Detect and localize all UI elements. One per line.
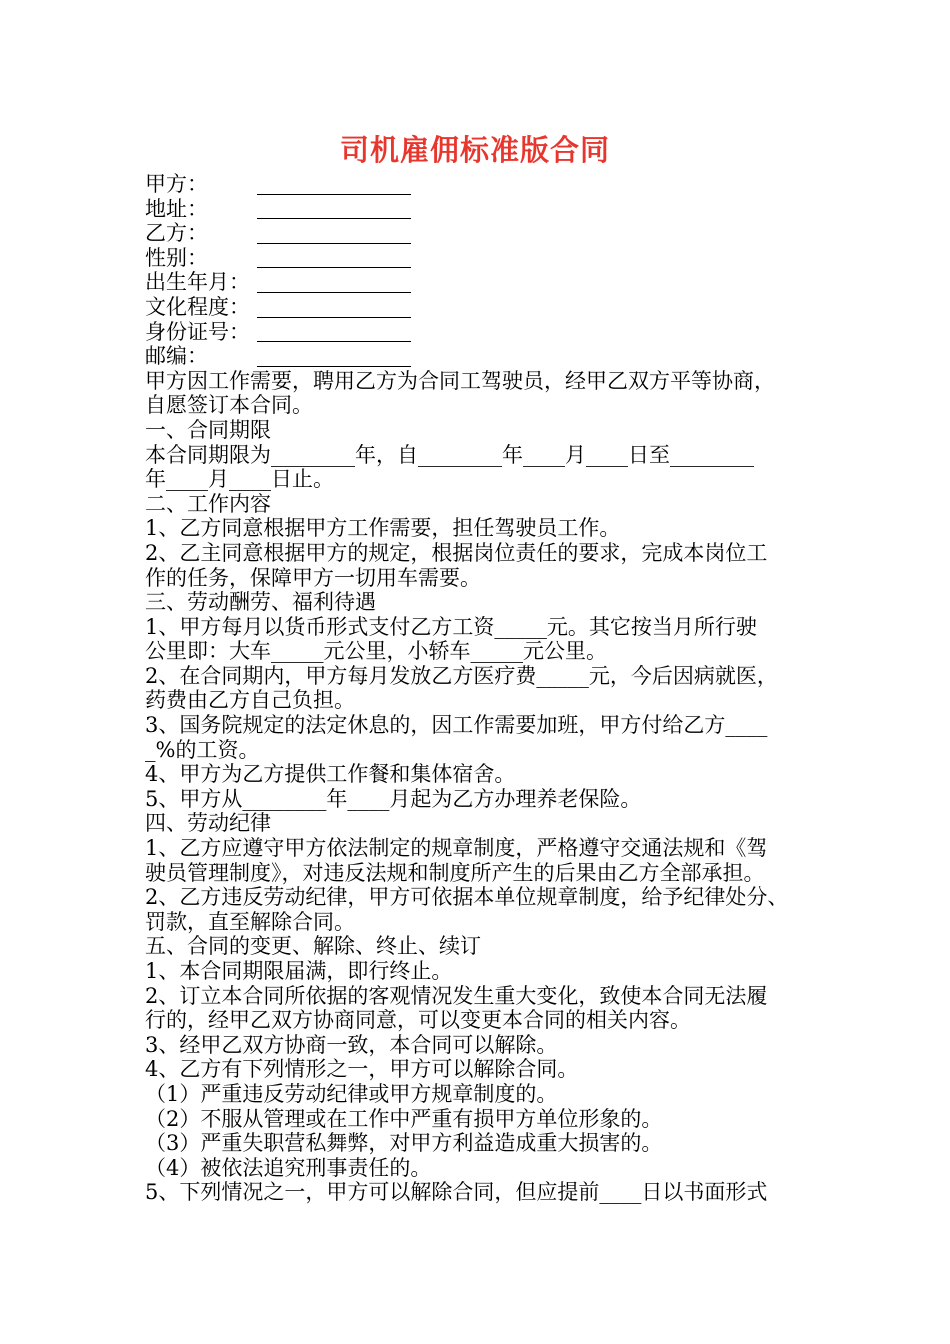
field-label: 邮编： — [145, 344, 208, 369]
field-blank — [257, 243, 411, 244]
field-label: 性别： — [145, 245, 208, 270]
body-line: 自愿签订本合同。 — [145, 393, 313, 418]
body-line: 公里即：大车_____元公里，小轿车_____元公里。 — [145, 639, 607, 664]
body-line: 2、乙主同意根据甲方的规定，根据岗位责任的要求，完成本岗位工 — [145, 540, 768, 565]
field-education — [145, 295, 815, 320]
body-line: 1、本合同期限届满，即行终止。 — [145, 959, 453, 983]
body-line: 1、乙方同意根据甲方工作需要，担任驾驶员工作。 — [145, 516, 621, 541]
field-label: 身份证号： — [145, 319, 250, 344]
list-item: （4）被依法追究刑事责任的。 — [145, 1155, 432, 1180]
body-line: 5、甲方从________年____月起为乙方办理养老保险。 — [145, 786, 642, 811]
section-heading: 二、工作内容 — [145, 491, 271, 516]
body-line: 3、国务院规定的法定休息的，因工作需要加班，甲方付给乙方____ — [145, 713, 768, 738]
list-item: （3）严重失职营私舞弊，对甲方利益造成重大损害的。 — [145, 1131, 663, 1156]
field-party-a — [145, 172, 815, 197]
field-blank — [257, 292, 411, 293]
section-heading: 五、合同的变更、解除、终止、续订 — [145, 934, 481, 959]
document-title: 司机雇佣标准版合同 — [339, 133, 610, 167]
section-heading: 一、合同期限 — [145, 417, 271, 442]
field-blank — [257, 218, 411, 219]
field-label: 甲方： — [145, 172, 208, 196]
field-blank — [257, 341, 411, 342]
body-line: 作的任务，保障甲方一切用车需要。 — [145, 565, 481, 590]
body-line: 药费由乙方自己负担。 — [145, 688, 355, 713]
field-party-b — [145, 221, 815, 246]
field-label: 文化程度： — [145, 294, 250, 319]
body-line: 1、乙方应遵守甲方依法制定的规章制度，严格遵守交通法规和《驾 — [145, 836, 768, 861]
body-line: 2、乙方违反劳动纪律，甲方可依据本单位规章制度，给予纪律处分、 — [145, 885, 789, 910]
body-line: 罚款，直至解除合同。 — [145, 909, 355, 934]
field-blank — [257, 267, 411, 268]
body-line: 1、甲方每月以货币形式支付乙方工资_____元。其它按当月所行驶 — [145, 614, 757, 639]
field-label: 地址： — [145, 196, 208, 221]
document-body — [145, 172, 815, 1205]
field-label: 出生年月： — [145, 270, 250, 295]
body-line: 行的，经甲乙双方协商同意，可以变更本合同的相关内容。 — [145, 1008, 691, 1033]
body-line: 甲方因工作需要，聘用乙方为合同工驾驶员，经甲乙双方平等协商， — [145, 368, 775, 393]
body-line: 驶员管理制度》，对违反法规和制度所产生的后果由乙方全部承担。 — [145, 860, 765, 885]
body-line: _%的工资。 — [145, 737, 260, 762]
section-heading: 四、劳动纪律 — [145, 811, 271, 836]
body-line: 5、下列情况之一，甲方可以解除合同，但应提前____日以书面形式 — [145, 1180, 768, 1205]
body-line: 2、订立本合同所依据的客观情况发生重大变化，致使本合同无法履 — [145, 983, 768, 1008]
field-blank — [257, 194, 411, 195]
field-blank — [257, 317, 411, 318]
body-line: 3、经甲乙双方协商一致，本合同可以解除。 — [145, 1032, 558, 1057]
list-item: （1）严重违反劳动纪律或甲方规章制度的。 — [145, 1081, 558, 1106]
body-line: 4、甲方为乙方提供工作餐和集体宿舍。 — [145, 762, 516, 787]
field-label: 乙方： — [145, 221, 208, 246]
section-heading: 三、劳动酬劳、福利待遇 — [145, 590, 376, 615]
field-birth-date — [145, 270, 815, 295]
body-line: 本合同期限为________年，自________年____月____日至________ — [145, 442, 754, 467]
field-id-number — [145, 320, 815, 345]
body-line: 年____月____日止。 — [145, 467, 334, 492]
field-gender — [145, 246, 815, 271]
field-postcode — [145, 344, 815, 369]
list-item: （2）不服从管理或在工作中严重有损甲方单位形象的。 — [145, 1106, 663, 1131]
field-address — [145, 197, 815, 222]
body-line: 4、乙方有下列情形之一，甲方可以解除合同。 — [145, 1057, 579, 1082]
field-blank — [257, 366, 411, 367]
body-line: 2、在合同期内，甲方每月发放乙方医疗费_____元，今后因病就医， — [145, 663, 778, 688]
